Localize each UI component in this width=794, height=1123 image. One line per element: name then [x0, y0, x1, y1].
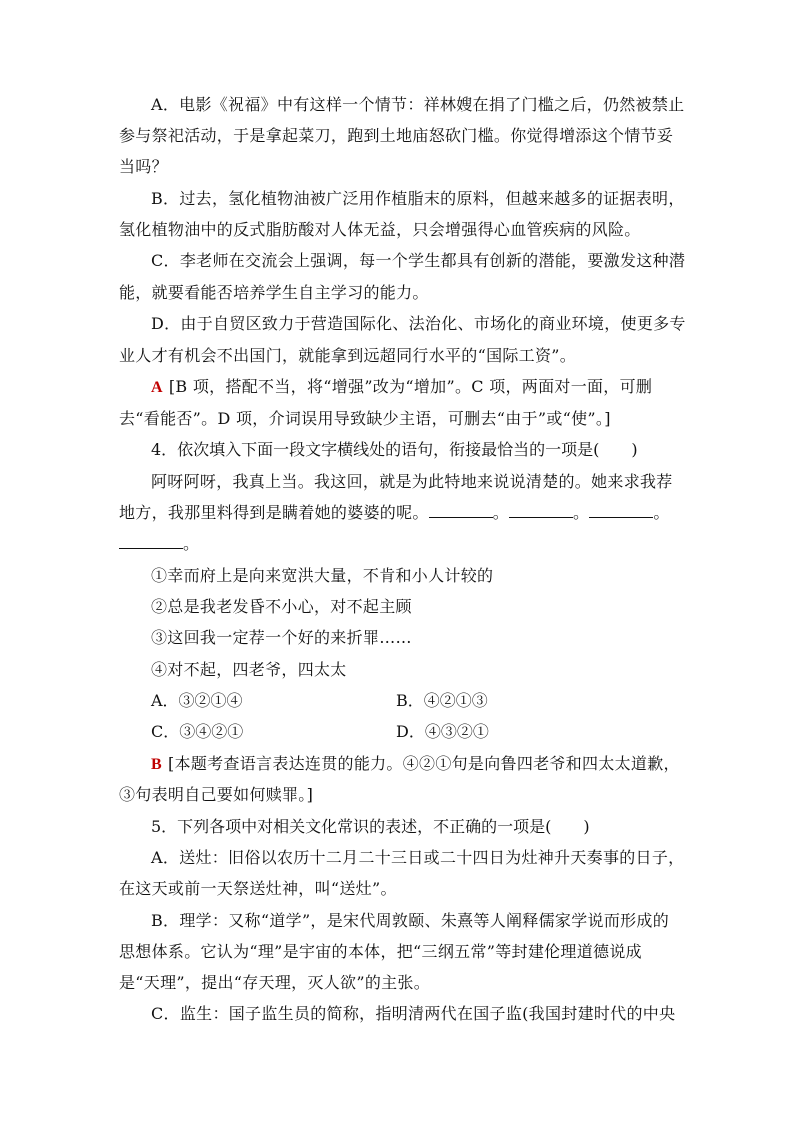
q3-option-c-line-1: C．李老师在交流会上强调，每一个学生都具有创新的潜能，要激发这种潜	[151, 251, 686, 270]
q4-option-d: D．④③②①	[396, 722, 489, 741]
q3-option-a-line-1: A．电影《祝福》中有这样一个情节：祥林嫂在捐了门槛之后，仍然被禁止	[151, 95, 685, 114]
q3-explanation-line-2: 去“看能否”。D 项，介词误用导致缺少主语，可删去“由于”或“使”。]	[119, 409, 611, 428]
q5-option-b-line-3: 是“天理”，提出“存天理，灭人欲”的主张。	[119, 973, 431, 992]
blank-separator: 。	[492, 503, 510, 522]
q4-stem: 4．依次填入下面一段文字横线处的语句，衔接最恰当的一项是( )	[151, 440, 638, 459]
q4-option-b: B．④②①③	[396, 691, 488, 710]
blank-3	[589, 503, 653, 518]
q3-option-d-line-2: 业人才有机会不出国门，就能拿到远超同行水平的“国际工资”。	[119, 346, 577, 365]
blank-1	[429, 503, 493, 518]
q4-passage-line-1: 阿呀阿呀，我真上当。我这回，就是为此特地来说说清楚的。她来求我荐	[151, 472, 673, 491]
q3-option-a-line-3: 当吗？	[119, 157, 168, 176]
q4-explanation-1: [本题考查语言表达连贯的能力。④②①句是向鲁四老爷和四太太道歉，	[167, 754, 680, 773]
q4-explanation-line-2: ③句表明自己要如何赎罪。]	[119, 785, 314, 804]
q4-item-4: ④对不起，四老爷，四太太	[151, 660, 347, 679]
q3-option-b-line-2: 氢化植物油中的反式脂肪酸对人体无益，只会增强得心血管疾病的风险。	[119, 220, 641, 239]
q4-option-c: C．③④②①	[151, 722, 244, 741]
q4-passage-line-3	[119, 534, 679, 554]
q3-explanation-1: [B 项，搭配不当，将“增强”改为“增加”。C 项，两面对一面，可删	[168, 377, 653, 396]
q4-answer-line-1	[151, 754, 679, 775]
blank-separator: 。	[573, 503, 590, 522]
blank-4	[119, 534, 183, 549]
q4-passage-line-2	[119, 503, 679, 523]
q4-passage-text: 地方，我那里料得到是瞒着她的婆婆的呢。	[119, 503, 429, 522]
q5-stem: 5．下列各项中对相关文化常识的表述，不正确的一项是( )	[151, 817, 590, 836]
blank-2	[509, 503, 573, 518]
q4-item-3: ③这回我一定荐一个好的来折罪……	[151, 628, 412, 647]
q3-option-c-line-2: 能，就要看能否培养学生自主学习的能力。	[119, 283, 429, 302]
q3-answer-line-1	[151, 377, 679, 398]
q3-option-b-line-1: B．过去，氢化植物油被广泛用作植脂末的原料，但越来越多的证据表明，	[151, 189, 685, 208]
q4-answer-letter: B	[151, 756, 162, 773]
blank-separator: 。	[183, 534, 200, 553]
q5-option-a-line-1: A．送灶：旧俗以农历十二月二十三日或二十四日为灶神升天奏事的日子，	[151, 848, 685, 867]
q5-option-b-line-1: B．理学：又称“道学”，是宋代周敦颐、朱熹等人阐释儒家学说而形成的	[151, 911, 670, 930]
q5-option-a-line-2: 在这天或前一天祭送灶神，叫“送灶”。	[119, 879, 397, 898]
q4-option-a: A．③②①④	[151, 691, 243, 710]
q3-option-d-line-1: D．由于自贸区致力于营造国际化、法治化、市场化的商业环境，使更多专	[151, 314, 686, 333]
q5-option-b-line-2: 思想体系。它认为“理”是宇宙的本体，把“三纲五常”等封建伦理道德说成	[119, 942, 642, 961]
q3-answer-letter: A	[151, 379, 163, 396]
q3-option-a-line-2: 参与祭祀活动，于是拿起菜刀，跑到土地庙怒砍门槛。你觉得增添这个情节妥	[119, 126, 674, 145]
q4-item-2: ②总是我老发昏不小心，对不起主顾	[151, 597, 412, 616]
q4-item-1: ①幸而府上是向来宽洪大量，不肯和小人计较的	[151, 566, 494, 585]
q5-option-c-line-1: C．监生：国子监生员的简称，指明清两代在国子监(我国封建时代的中央	[151, 1004, 676, 1023]
blank-separator: 。	[653, 503, 670, 522]
